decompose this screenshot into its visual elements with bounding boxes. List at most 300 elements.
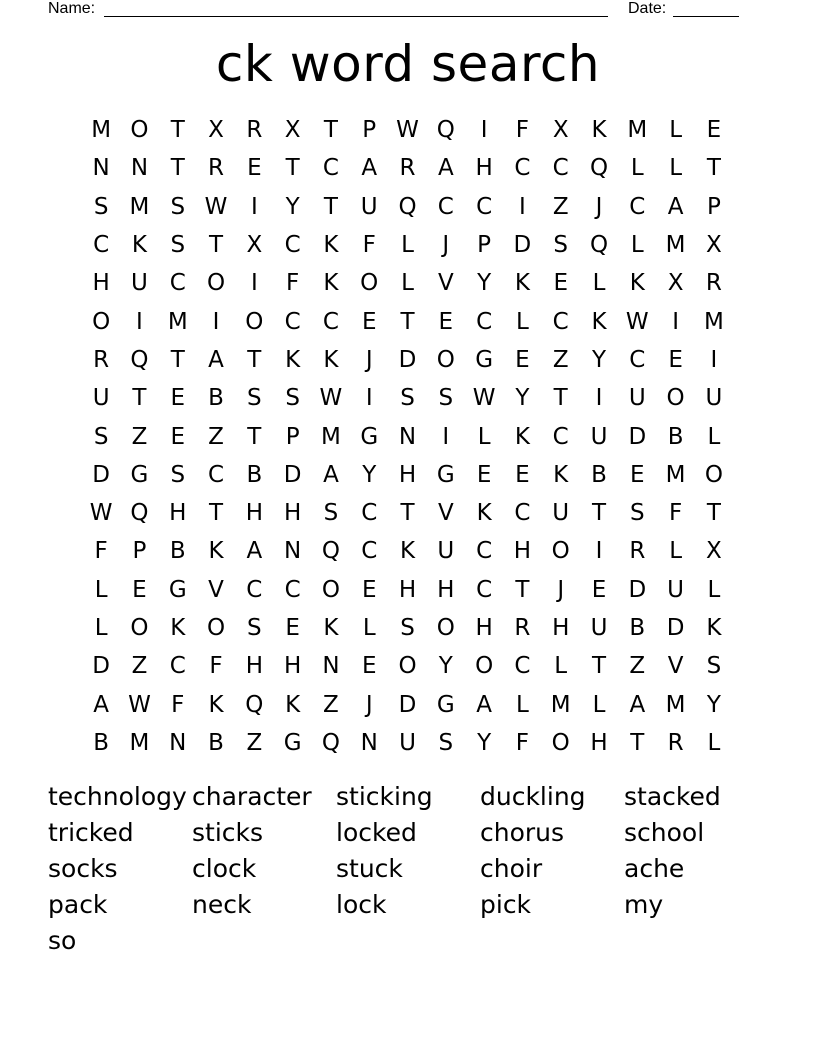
grid-letter: Z [629, 653, 646, 680]
grid-letter: F [286, 270, 300, 297]
word-list-item: so [48, 926, 77, 955]
grid-letter: C [322, 155, 339, 182]
grid-letter: K [323, 615, 339, 641]
grid-letter: T [323, 193, 338, 220]
grid-letter: E [361, 308, 377, 335]
grid-letter: F [94, 538, 108, 565]
grid-letter: I [710, 346, 718, 373]
grid-letter: Q [130, 500, 149, 527]
grid-letter: T [247, 346, 262, 373]
grid-letter: U [705, 385, 723, 412]
grid-letter: L [669, 538, 683, 565]
grid-letter: H [283, 653, 302, 680]
grid-letter: C [552, 308, 569, 335]
grid-letter: Z [323, 691, 339, 718]
word-list-item: my [624, 890, 664, 919]
grid-letter: O [398, 653, 417, 680]
grid-letter: R [629, 538, 646, 565]
grid-letter: T [400, 308, 415, 335]
grid-letter: X [246, 232, 263, 259]
grid-letter: C [169, 270, 186, 297]
grid-letter: A [437, 155, 454, 182]
grid-letter: U [667, 576, 685, 603]
grid-letter: F [668, 500, 683, 527]
grid-letter: X [208, 117, 224, 144]
word-list-item: choir [480, 854, 543, 883]
grid-letter: Y [285, 193, 300, 220]
grid-letter: T [591, 653, 607, 680]
grid-letter: M [321, 423, 341, 450]
grid-letter: C [284, 232, 301, 259]
grid-letter: I [519, 193, 526, 220]
grid-letter: X [706, 232, 722, 259]
grid-letter: B [208, 385, 224, 412]
word-list-item: chorus [480, 818, 565, 847]
grid-letter: D [666, 615, 685, 641]
grid-letter: W [204, 193, 228, 220]
grid-letter: O [551, 729, 570, 756]
grid-letter: H [398, 576, 417, 603]
grid-letter: S [247, 385, 262, 412]
grid-letter: C [629, 346, 646, 373]
grid-letter: Y [477, 270, 492, 297]
grid-letter: C [514, 500, 531, 527]
grid-letter: H [552, 615, 570, 641]
grid-letter: K [323, 270, 339, 297]
grid-letter: A [476, 691, 492, 718]
grid-letter: Z [552, 346, 569, 373]
grid-letter: O [436, 346, 455, 373]
grid-letter: E [361, 653, 377, 680]
grid-letter: C [169, 653, 186, 680]
grid-letter: Z [131, 423, 148, 450]
grid-letter: L [707, 729, 721, 756]
grid-letter: H [283, 500, 302, 527]
grid-letter: B [93, 729, 110, 756]
grid-letter: C [208, 461, 225, 488]
grid-letter: E [515, 461, 530, 488]
grid-letter: I [595, 538, 603, 565]
grid-letter: E [438, 308, 454, 335]
grid-letter: G [475, 346, 494, 373]
grid-letter: E [668, 346, 683, 373]
grid-letter: O [92, 308, 111, 335]
grid-letter: M [665, 232, 686, 259]
grid-letter: Q [245, 691, 264, 718]
grid-letter: T [630, 729, 645, 756]
grid-letter: C [552, 155, 569, 182]
grid-letter: R [399, 155, 416, 182]
grid-letter: N [398, 423, 417, 450]
grid-letter: S [553, 232, 569, 259]
grid-letter: R [246, 117, 263, 144]
grid-letter: D [513, 232, 532, 259]
grid-letter: S [170, 232, 186, 259]
grid-letter: W [472, 385, 496, 412]
name-blank-line [104, 0, 608, 17]
grid-letter: T [209, 232, 224, 259]
word-list-item: neck [192, 890, 252, 919]
grid-letter: N [322, 653, 340, 680]
grid-letter: D [283, 461, 302, 488]
grid-letter: P [706, 193, 721, 220]
grid-letter: C [93, 232, 110, 259]
grid-letter: O [666, 385, 685, 412]
grid-letter: E [515, 346, 530, 373]
grid-letter: E [170, 423, 186, 450]
grid-letter: H [245, 653, 263, 680]
grid-letter: O [206, 270, 226, 297]
grid-letter: P [477, 232, 492, 259]
grid-letter: L [669, 155, 683, 182]
grid-letter: G [360, 423, 379, 450]
grid-letter: P [132, 538, 147, 565]
grid-letter: L [94, 576, 108, 603]
grid-letter: E [476, 461, 492, 488]
date-label: Date: [628, 0, 667, 17]
grid-letter: J [557, 576, 565, 603]
grid-letter: J [442, 232, 450, 259]
word-list-item: technology [48, 782, 187, 811]
grid-letter: C [284, 576, 301, 603]
grid-letter: T [285, 155, 300, 182]
grid-letter: L [401, 232, 414, 259]
grid-letter: Z [131, 653, 148, 680]
grid-letter: L [630, 155, 644, 182]
grid-letter: C [361, 538, 378, 565]
grid-letter: G [130, 461, 149, 488]
header [48, 0, 748, 20]
grid-letter: G [168, 576, 187, 603]
grid-letter: O [206, 615, 226, 641]
grid-letter: C [361, 500, 378, 527]
grid-letter: K [514, 423, 530, 450]
grid-letter: S [438, 385, 454, 412]
grid-letter: A [361, 155, 378, 182]
grid-letter: F [171, 691, 185, 718]
grid-letter: L [516, 691, 529, 718]
grid-letter: H [475, 155, 493, 182]
grid-letter: K [131, 232, 147, 259]
word-list-item: socks [48, 854, 118, 883]
grid-letter: K [208, 691, 224, 718]
grid-letter: F [209, 653, 223, 680]
grid-letter: B [667, 423, 684, 450]
grid-letter: E [361, 576, 377, 603]
grid-letter: I [250, 193, 258, 220]
grid-letter: U [628, 385, 646, 412]
grid-letter: M [129, 193, 150, 220]
grid-letter: O [551, 538, 570, 565]
grid-letter: T [170, 155, 185, 182]
grid-letter: R [93, 346, 110, 373]
page-title: ck word search [215, 35, 601, 93]
grid-letter: E [553, 270, 568, 297]
grid-letter: M [550, 691, 571, 718]
grid-letter: M [91, 117, 112, 144]
grid-letter: R [705, 270, 722, 297]
grid-letter: O [130, 615, 149, 641]
grid-letter: K [553, 461, 569, 488]
grid-letter: P [285, 423, 300, 450]
grid-letter: B [169, 538, 186, 565]
grid-letter: S [247, 615, 262, 641]
grid-letter: E [630, 461, 645, 488]
grid-letter: H [169, 500, 187, 527]
grid-letter: K [285, 346, 301, 373]
grid-letter: U [590, 423, 608, 450]
grid-letter: C [476, 576, 493, 603]
letter-grid [82, 111, 733, 762]
grid-letter: K [170, 615, 186, 641]
grid-letter: E [285, 615, 300, 641]
grid-letter: Z [246, 729, 263, 756]
grid-letter: T [706, 500, 721, 527]
grid-letter: Q [398, 193, 417, 220]
grid-letter: V [437, 500, 454, 527]
grid-letter: T [400, 500, 415, 527]
grid-letter: I [595, 385, 603, 412]
grid-letter: T [247, 423, 262, 450]
grid-letter: F [515, 117, 530, 144]
grid-letter: M [665, 461, 686, 488]
grid-letter: X [552, 117, 569, 144]
grid-letter: U [590, 615, 608, 641]
grid-letter: K [208, 538, 224, 565]
grid-letter: S [706, 653, 722, 680]
grid-letter: G [283, 729, 302, 756]
grid-letter: C [514, 653, 531, 680]
grid-letter: N [169, 729, 187, 756]
grid-letter: C [629, 193, 646, 220]
grid-letter: E [132, 576, 147, 603]
grid-letter: K [591, 117, 607, 144]
grid-letter: A [246, 538, 263, 565]
grid-letter: K [514, 270, 530, 297]
grid-letter: L [592, 691, 606, 718]
grid-letter: Q [321, 538, 340, 565]
grid-letter: M [167, 308, 188, 335]
grid-letter: Y [706, 691, 721, 718]
word-list-item: stuck [336, 854, 403, 883]
grid-letter: T [323, 117, 338, 144]
grid-letter: U [360, 193, 378, 220]
word-list-item: sticks [192, 818, 264, 847]
grid-letter: L [630, 232, 644, 259]
grid-letter: J [595, 193, 603, 220]
grid-letter: A [323, 461, 339, 488]
grid-letter: F [362, 232, 376, 259]
word-list-item: duckling [480, 782, 586, 811]
grid-letter: X [284, 117, 301, 144]
grid-letter: T [170, 346, 185, 373]
grid-letter: S [400, 615, 415, 641]
grid-letter: A [93, 691, 110, 718]
grid-letter: O [436, 615, 455, 641]
grid-letter: G [436, 691, 455, 718]
grid-letter: F [515, 729, 530, 756]
date-blank-line [673, 0, 739, 17]
grid-letter: K [285, 691, 301, 718]
grid-letter: H [513, 538, 532, 565]
grid-letter: W [625, 308, 649, 335]
grid-letter: I [442, 423, 450, 450]
word-list-item: stacked [624, 782, 721, 811]
grid-letter: R [514, 615, 531, 641]
grid-letter: D [628, 576, 647, 603]
grid-letter: L [477, 423, 491, 450]
grid-letter: W [319, 385, 343, 412]
grid-letter: W [396, 117, 419, 144]
grid-letter: T [706, 155, 721, 182]
grid-letter: L [94, 615, 108, 641]
grid-letter: D [628, 423, 647, 450]
word-list-item: school [624, 818, 705, 847]
grid-letter: H [475, 615, 493, 641]
grid-letter: S [170, 461, 186, 488]
grid-letter: E [591, 576, 607, 603]
grid-letter: K [629, 270, 645, 297]
grid-letter: A [667, 193, 684, 220]
grid-letter: L [592, 270, 606, 297]
grid-letter: O [704, 461, 723, 488]
grid-letter: L [401, 270, 414, 297]
grid-letter: D [92, 461, 110, 488]
grid-letter: V [208, 576, 224, 603]
grid-letter: B [208, 729, 224, 756]
grid-letter: C [284, 308, 301, 335]
grid-letter: C [437, 193, 454, 220]
grid-letter: S [93, 423, 109, 450]
grid-letter: H [590, 729, 608, 756]
grid-letter: W [128, 691, 151, 718]
grid-letter: U [552, 500, 570, 527]
grid-letter: Z [208, 423, 224, 450]
grid-letter: W [89, 500, 113, 527]
word-list-item: pack [48, 890, 108, 919]
grid-letter: D [92, 653, 110, 680]
word-list-item: clock [192, 854, 257, 883]
grid-letter: X [667, 270, 684, 297]
grid-letter: T [591, 500, 607, 527]
grid-letter: V [667, 653, 684, 680]
grid-letter: T [515, 576, 530, 603]
word-list [48, 780, 768, 960]
grid-letter: K [476, 500, 492, 527]
grid-letter: D [398, 691, 417, 718]
grid-letter: C [476, 193, 493, 220]
word-list-item: character [192, 782, 312, 811]
grid-letter: Y [477, 729, 492, 756]
grid-letter: Y [591, 346, 607, 373]
grid-letter: L [554, 653, 568, 680]
grid-letter: C [514, 155, 531, 182]
grid-letter: E [247, 155, 262, 182]
word-list-item: sticking [336, 782, 433, 811]
grid-letter: T [132, 385, 147, 412]
grid-letter: O [360, 270, 379, 297]
grid-letter: P [362, 117, 377, 144]
grid-letter: Y [515, 385, 530, 412]
grid-letter: C [246, 576, 263, 603]
grid-letter: E [706, 117, 722, 144]
grid-letter: B [246, 461, 263, 488]
grid-letter: C [476, 538, 493, 565]
grid-letter: A [208, 346, 224, 373]
grid-letter: Y [438, 653, 453, 680]
grid-letter: I [672, 308, 679, 335]
grid-letter: G [436, 461, 455, 488]
grid-letter: S [438, 729, 454, 756]
grid-letter: K [323, 232, 339, 259]
grid-letter: Q [130, 346, 149, 373]
grid-letter: L [362, 615, 376, 641]
word-list-item: lock [336, 890, 387, 919]
word-list-item: ache [624, 854, 685, 883]
grid-letter: O [475, 653, 494, 680]
grid-letter: H [398, 461, 417, 488]
grid-letter: H [92, 270, 110, 297]
grid-letter: S [170, 193, 186, 220]
grid-letter: L [669, 117, 683, 144]
grid-letter: C [322, 308, 339, 335]
grid-letter: Z [552, 193, 569, 220]
grid-letter: N [92, 155, 110, 182]
grid-letter: B [629, 615, 646, 641]
grid-letter: T [553, 385, 568, 412]
grid-letter: I [365, 385, 373, 412]
grid-letter: C [552, 423, 569, 450]
grid-letter: I [136, 308, 143, 335]
grid-letter: M [665, 691, 686, 718]
grid-letter: H [437, 576, 455, 603]
grid-letter: I [480, 117, 488, 144]
grid-letter: N [284, 538, 302, 565]
grid-letter: S [285, 385, 300, 412]
grid-letter: U [399, 729, 416, 756]
grid-letter: Q [589, 232, 609, 259]
grid-letter: K [706, 615, 722, 641]
word-list-item: locked [336, 818, 417, 847]
grid-letter: Q [436, 117, 455, 144]
grid-letter: R [208, 155, 225, 182]
grid-letter: E [170, 385, 186, 412]
grid-letter: D [398, 346, 417, 373]
grid-letter: S [93, 193, 109, 220]
grid-letter: O [130, 117, 149, 144]
grid-letter: L [707, 423, 721, 450]
grid-letter: S [400, 385, 415, 412]
grid-letter: I [250, 270, 258, 297]
word-list-item: tricked [48, 818, 134, 847]
grid-letter: I [212, 308, 220, 335]
grid-letter: X [706, 538, 722, 565]
grid-letter: M [129, 729, 150, 756]
grid-letter: J [365, 691, 373, 718]
grid-letter: B [591, 461, 607, 488]
grid-letter: M [703, 308, 724, 335]
grid-letter: Y [362, 461, 377, 488]
grid-letter: T [170, 117, 185, 144]
grid-letter: K [399, 538, 416, 565]
grid-letter: K [591, 308, 607, 335]
grid-letter: U [92, 385, 110, 412]
grid-letter: M [627, 117, 648, 144]
grid-letter: Q [321, 729, 340, 756]
grid-letter: O [321, 576, 340, 603]
name-label: Name: [48, 0, 96, 17]
grid-letter: O [245, 308, 264, 335]
